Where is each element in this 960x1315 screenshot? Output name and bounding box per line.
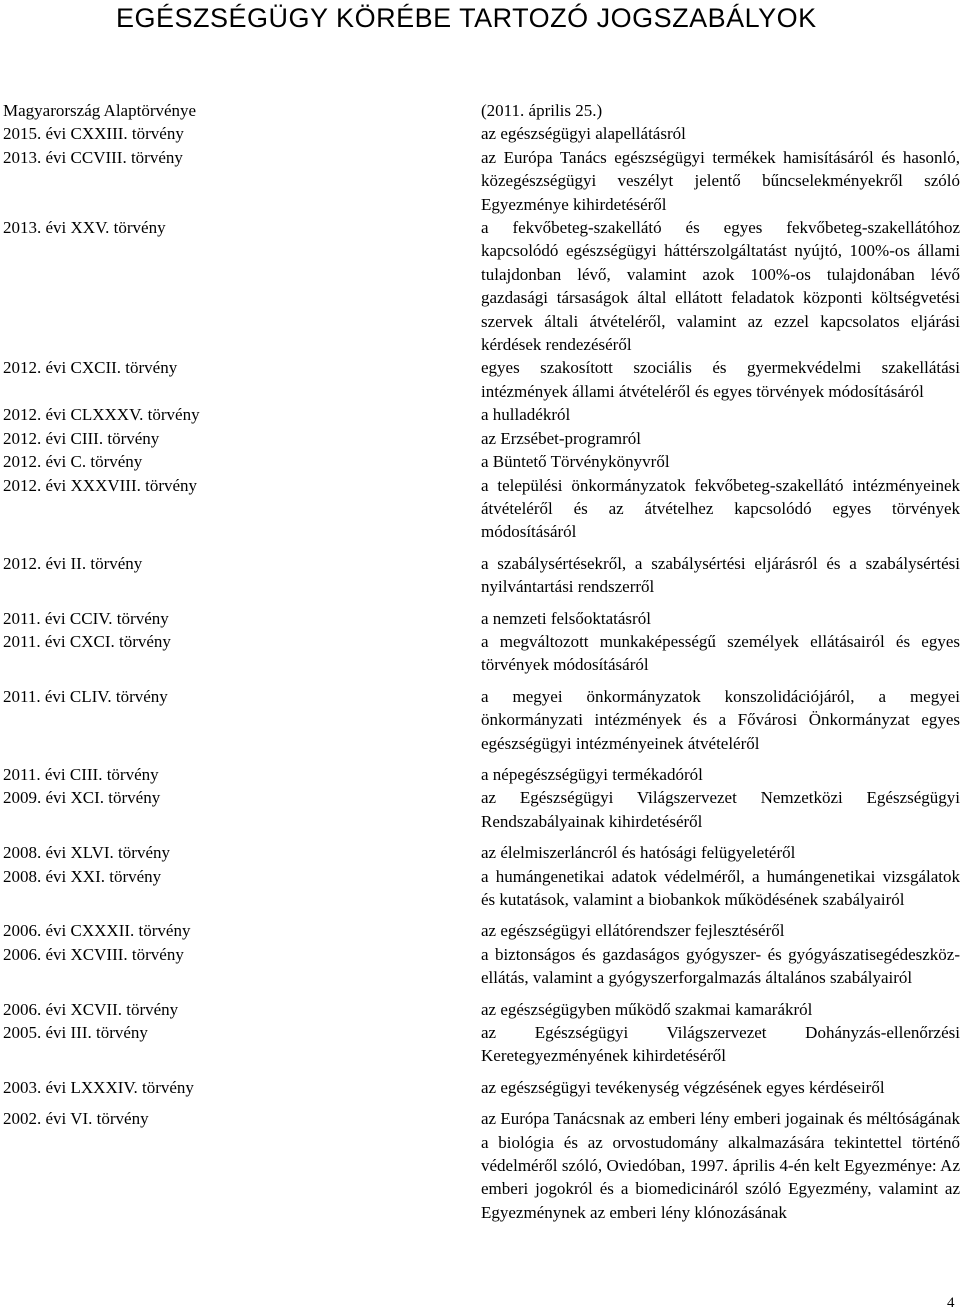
law-description: az Európa Tanács egészségügyi termékek hamisításáról és hasonló, közegészségügyi veszélyt jelentő bűncselekményekről szóló Egyezménye kihirdetéséről: [481, 147, 960, 214]
law-id: 2009. évi XCI. törvény: [3, 788, 161, 808]
law-row: [3, 552, 960, 599]
law-row: [3, 630, 960, 677]
law-description: az Erzsébet-programról: [481, 428, 641, 448]
law-id: 2005. évi III. törvény: [3, 1023, 148, 1043]
law-id: 2012. évi CIII. törvény: [3, 428, 160, 448]
law-id: 2008. évi XLVI. törvény: [3, 843, 170, 863]
law-id: 2012. évi XXXVIII. törvény: [3, 475, 198, 495]
law-row: [3, 99, 960, 122]
law-row: [3, 122, 960, 145]
law-description: az egészségügyi tevékenység végzésének egyes kérdéseiről: [481, 1077, 885, 1097]
law-row: [3, 450, 960, 473]
law-description: az Európa Tanácsnak az emberi lény emberi jogainak és méltóságának a biológia és az orvostudomány alkalmazására tekintettel történő védelméről szóló, Oviedóban, 1997. április 4-én kelt Egyezménye: Az emberi jogokról és a biomedicináról szóló Egyezmény, valamint az Egyezménynek az emberi lény klónozásának: [481, 1109, 960, 1222]
law-description: a biztonságos és gazdaságos gyógyszer- és gyógyászatisegédeszköz-ellátás, valamint a gyógyszerforgalmazás általános szabályairól: [481, 944, 960, 988]
law-row: [3, 607, 960, 630]
law-id: 2012. évi C. törvény: [3, 452, 143, 472]
law-description: az Egészségügyi Világszervezet Dohányzás-ellenőrzési Keretegyezményének kihirdetéséről: [481, 1023, 960, 1066]
law-id: 2006. évi CXXXII. törvény: [3, 921, 191, 941]
law-description: az egészségügyben működő szakmai kamarákról: [481, 999, 813, 1019]
law-id: 2011. évi CLIV. törvény: [3, 686, 168, 706]
law-description: a megváltozott munkaképességű személyek ellátásairól és egyes törvények módosításáról: [481, 631, 960, 675]
law-description: az élelmiszerláncról és hatósági felügyeletéről: [481, 843, 796, 863]
law-description: az Egészségügyi Világszervezet Nemzetközi Egészségügyi Rendszabályainak kihirdetéséről: [481, 788, 960, 831]
law-row: [3, 356, 960, 403]
law-description: a nemzeti felsőoktatásról: [481, 608, 651, 628]
law-description: a szabálysértésekről, a szabálysértési eljárásról és a szabálysértési nyilvántartási rendszerről: [481, 553, 960, 597]
page-title: EGÉSZSÉGÜGY KÖRÉBE TARTOZÓ JOGSZABÁLYOK: [116, 3, 817, 33]
law-description: a hulladékról: [481, 405, 571, 425]
law-row: [3, 1107, 960, 1224]
law-description: a népegészségügyi termékadóról: [481, 764, 703, 784]
law-description: (2011. április 25.): [481, 101, 603, 120]
law-row: [3, 685, 960, 755]
law-row: [3, 763, 960, 786]
law-description: az egészségügyi alapellátásról: [481, 124, 686, 144]
law-row: [3, 841, 960, 864]
law-row: [3, 1021, 960, 1068]
law-id: 2011. évi CCIV. törvény: [3, 608, 169, 628]
law-row: [3, 998, 960, 1021]
law-description: a települési önkormányzatok fekvőbeteg-szakellátó intézményeinek átvételéről és az átvételhez kapcsolódó egyes törvények módosításáról: [481, 475, 960, 542]
law-row: [3, 1076, 960, 1099]
law-id: 2015. évi CXXIII. törvény: [3, 124, 184, 144]
law-row: [3, 427, 960, 450]
law-id: Magyarország Alaptörvénye: [3, 101, 197, 120]
law-id: 2012. évi CLXXXV. törvény: [3, 405, 200, 425]
law-id: 2011. évi CIII. törvény: [3, 764, 159, 784]
law-id: 2002. évi VI. törvény: [3, 1109, 149, 1129]
law-row: [3, 146, 960, 216]
law-id: 2012. évi II. törvény: [3, 553, 143, 573]
page-number: 4: [947, 1295, 955, 1311]
law-description: a humángenetikai adatok védelméről, a humángenetikai vizsgálatok és kutatások, valamint a biobankok működésének szabályairól: [481, 866, 960, 909]
law-id: 2013. évi CCVIII. törvény: [3, 147, 183, 167]
law-id: 2011. évi CXCI. törvény: [3, 631, 171, 651]
law-row: [3, 865, 960, 912]
law-description: egyes szakosított szociális és gyermekvédelmi szakellátási intézmények állami átvételéről és egyes törvények módosításáról: [481, 358, 960, 401]
law-description: a megyei önkormányzatok konszolidációjáról, a megyei önkormányzati intézmények és a Fővárosi Önkormányzat egyes egészségügyi intézményeinek átvételéről: [481, 686, 960, 753]
law-id: 2006. évi XCVII. törvény: [3, 999, 179, 1019]
law-description: a Büntető Törvénykönyvről: [481, 452, 670, 472]
law-id: 2008. évi XXI. törvény: [3, 866, 162, 886]
law-row: [3, 919, 960, 942]
law-description: a fekvőbeteg-szakellátó és egyes fekvőbeteg-szakellátóhoz kapcsolódó egészségügyi háttérszolgáltatást nyújtó, 100%-os állami tulajdonban lévő, valamint azok 100%-os tulajdonában lévő gazdasági társaságok által ellátott feladatok központi költségvetési szervek általi átvételéről, valamint az ezzel kapcsolatos eljárási kérdések rendezéséről: [481, 218, 960, 355]
law-row: [3, 216, 960, 356]
law-row: [3, 403, 960, 426]
law-id: 2003. évi LXXXIV. törvény: [3, 1077, 194, 1097]
law-row: [3, 786, 960, 833]
law-id: 2006. évi XCVIII. törvény: [3, 944, 184, 964]
law-id: 2013. évi XXV. törvény: [3, 218, 166, 238]
law-description: az egészségügyi ellátórendszer fejlesztéséről: [481, 921, 785, 941]
law-row: [3, 474, 960, 544]
law-row: [3, 943, 960, 990]
law-id: 2012. évi CXCII. törvény: [3, 358, 178, 378]
law-list: [3, 99, 960, 1224]
